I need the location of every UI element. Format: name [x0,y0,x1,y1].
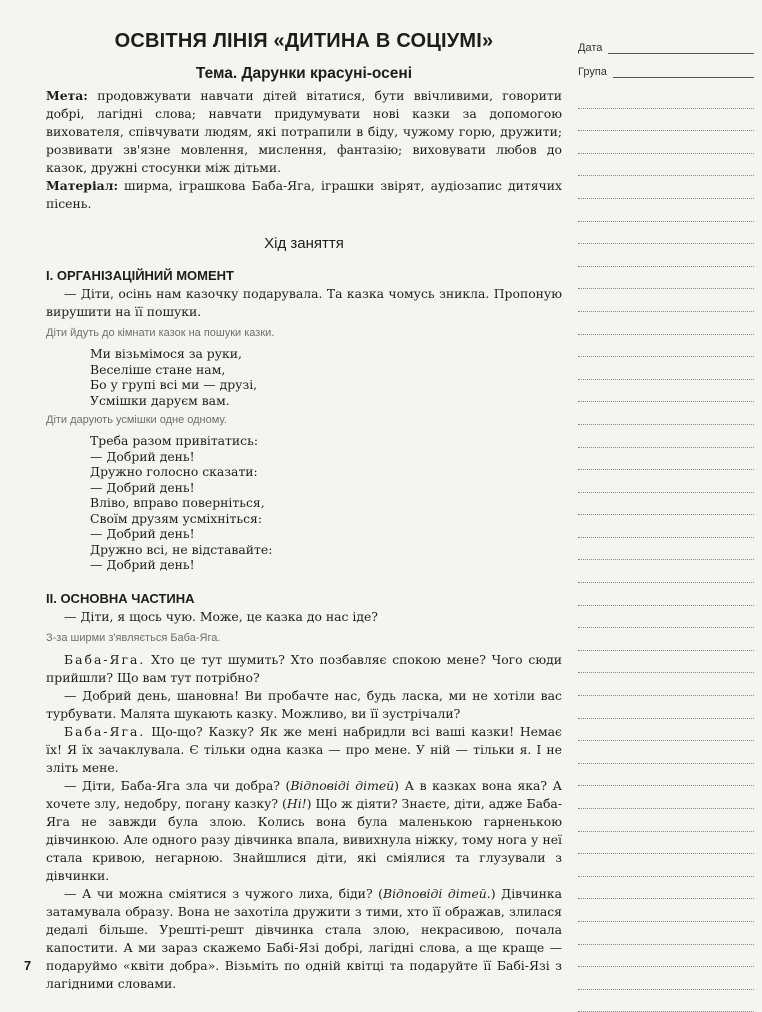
note-line [578,425,754,448]
goal-paragraph [46,87,562,177]
stage-direction: З-за ширми з'являється Баба-Яга. [46,631,221,644]
note-line [578,199,754,222]
note-line [578,922,754,945]
note-line [578,877,754,900]
dialogue-paragraph [46,651,562,687]
note-line [578,154,754,177]
note-line [578,222,754,245]
note-line [578,899,754,922]
speaker-name: Баба-Яга. [64,651,146,667]
group-line[interactable] [613,63,754,78]
note-line [578,809,754,832]
note-line [578,606,754,629]
note-line [578,786,754,809]
date-line[interactable] [608,39,754,54]
note-line [578,470,754,493]
date-label: Дата [578,42,603,54]
notes-sidebar [578,30,754,1012]
dialogue-paragraph: — Добрий день, шановна! Ви пробачте нас, будь ласка, ми не хотіли вас турбувати. Малята шукають казку. Можливо, ви її зустрічали? [46,687,562,721]
note-line [578,854,754,877]
material-text: ширма, іграшкова Баба-Яга, іграшки звірят, аудіозапис дитячих пісень. [46,178,562,211]
goal-text: продовжувати навчати дітей вітатися, бути ввічливими, говорити добрі, лагідні слова; навчати придумувати нові казки за допомогою вихователя, співчувати людям, які потрапили в біду, чужому горю, дружити; розвивати зв'язне мовлення, мислення, фантазію; виховувати любов до казок, дружні стосунки між дітьми. [46,88,562,175]
note-line [578,673,754,696]
group-field [578,54,754,78]
note-line [578,832,754,855]
material-label: Матеріал: [46,178,119,193]
poem-line: — Добрий день! [90,557,195,572]
note-line [578,357,754,380]
page-number: 7 [24,958,32,973]
note-line [578,628,754,651]
poem-line: Дружно всі, не відставайте: [90,541,273,557]
course-title: Хід заняття [264,235,344,252]
page-title: ОСВІТНЯ ЛІНІЯ «ДИТИНА В СОЦІУМІ» [114,30,494,52]
dialogue-text: Що-що? Казку? Як же мені набридли всі ваші казки! Немає їх! Я їх зачаклувала. Є тільки одна казка — про мене. У ній — тільки я. І не зліть мене. [46,723,562,775]
note-line [578,402,754,425]
poem-line: Бо у групі всі ми — друзі, [90,377,258,392]
note-line [578,312,754,335]
stage-direction: Діти йдуть до кімнати казок на пошуки казки. [46,327,275,339]
note-line [578,176,754,199]
dialogue-paragraph [46,777,562,885]
children-response: Ні! [286,795,307,811]
note-line [578,267,754,290]
note-line [578,538,754,561]
note-line [578,696,754,719]
notes-lines [578,86,754,1012]
note-line [578,583,754,606]
goal-label: Мета: [46,88,88,103]
lesson-theme: Тема. Дарунки красуні-осені [195,65,413,82]
note-line [578,967,754,990]
poem-2 [90,433,562,573]
note-line [578,289,754,312]
note-line [578,109,754,132]
note-line [578,560,754,583]
note-line [578,86,754,109]
dialogue-text: Хто це тут шумить? Хто позбавляє спокою мене? Чого сюди прийшли? Що вам тут потрібно? [46,651,562,685]
poem-line: Веселіше стане нам, [90,361,226,377]
poem-line: Усмішки даруєм вам. [90,392,230,408]
poem-1 [90,346,562,408]
note-line [578,764,754,787]
note-line [578,493,754,516]
note-line [578,131,754,154]
section-1-paragraph: — Діти, осінь нам казочку подарувала. Та казка чомусь зникла. Пропоную вирушити на її пошуки. [46,286,562,319]
note-line [578,741,754,764]
note-line [578,335,754,358]
poem-line: — Добрий день! [90,448,195,464]
children-response: Відповіді дітей [290,777,395,793]
main-content [46,30,562,993]
dialogue-text: ) А в казках вона яка? А хочете злу, недобру, погану казку? ( [46,777,563,811]
note-line [578,380,754,403]
poem-line: Треба разом привітатись: [90,433,259,448]
dialogue-text: — Діти, Баба-Яга зла чи добра? ( [64,777,291,793]
speaker-name: Баба-Яга. [64,723,146,739]
note-line [578,448,754,471]
note-line [578,651,754,674]
stage-direction: Діти дарують усмішки одне одному. [46,414,227,426]
poem-line: Дружно голосно сказати: [90,464,258,479]
material-paragraph [46,177,562,213]
note-line [578,945,754,968]
poem-line: — Добрий день! [90,479,195,495]
dialogue-text: — А чи можна сміятися з чужого лиха, біди? ( [64,885,383,901]
section-1-title: I. ОРГАНІЗАЦІЙНИЙ МОМЕНТ [46,268,234,283]
dialogue-paragraph [46,723,562,777]
dialogue-paragraph [46,885,562,993]
note-line [578,990,754,1012]
poem-line: — Добрий день! [90,526,195,541]
section-2-title: II. ОСНОВНА ЧАСТИНА [46,590,195,606]
poem-line: Вліво, вправо поверніться, [90,495,265,510]
dialogue-text: .) Дівчинка затамувала образу. Вона не захотіла дружити з тими, хто її ображав, злилася дедалі більше. Урешті-решт дівчинка стала злою, некрасивою, почала капостити. А ми зараз скажемо Бабі-Язі добрі, лагідні слова, а ще краще — подаруймо «квіти добра». Візьміть по одній квітці та подаруйте її Бабі-Язі з лагідними словами. [46,885,562,991]
children-response: Відповіді дітей [382,885,487,901]
poem-line: Ми візьмімося за руки, [90,346,242,361]
date-field [578,30,754,54]
note-line [578,244,754,267]
note-line [578,719,754,742]
group-label: Група [578,66,607,78]
note-line [578,515,754,538]
poem-line: Своїм друзям усміхніться: [90,510,263,526]
dialogue-text: ) Що ж діяти? Знаєте, діти, адже Баба-Яга не завжди була злою. Колись вона була маленькою гарненькою дівчинкою. Але одного разу дівчинка впала, вивихнула ніжку, тому нога у неї стала кривою, негарною. Знайшлися діти, які сміялися та глузували з дівчинки. [46,795,563,883]
section-2-paragraph: — Діти, я щось чую. Може, це казка до нас іде? [64,608,378,624]
